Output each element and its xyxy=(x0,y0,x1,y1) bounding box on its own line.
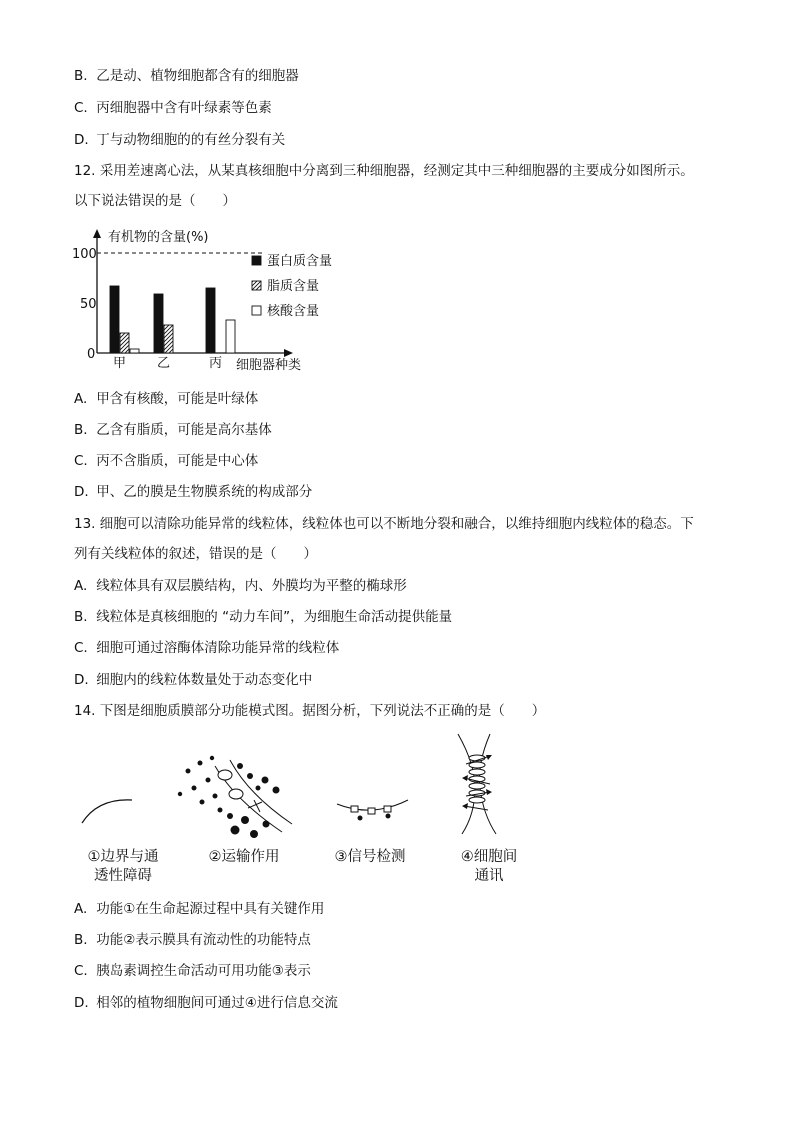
q13-option-d xyxy=(74,671,312,689)
caption-line: ③信号检测 xyxy=(334,849,406,865)
option-text: 相邻的植物细胞间可通过④进行信息交流 xyxy=(96,995,338,1011)
bar xyxy=(164,325,173,353)
q14-option-b xyxy=(74,931,311,949)
figure-caption-4 xyxy=(451,848,527,886)
option-text: 细胞内的线粒体数量处于动态变化中 xyxy=(96,672,313,688)
membrane-function-figure xyxy=(70,728,540,846)
option-letter: A. xyxy=(74,901,88,917)
q12-option-d xyxy=(74,483,312,501)
signal-detection-diagram xyxy=(337,800,408,821)
option-text: 丙细胞器中含有叶绿素等色素 xyxy=(96,100,272,116)
option-letter: C. xyxy=(74,640,88,656)
chart-legend xyxy=(252,254,332,319)
option-letter: B. xyxy=(74,68,88,84)
option-text: 甲、乙的膜是生物膜系统的构成部分 xyxy=(96,484,313,500)
y-axis-label: 有机物的含量(%) xyxy=(108,230,209,245)
q13-option-b xyxy=(74,608,452,626)
option-text: 乙含有脂质，可能是高尔基体 xyxy=(96,422,272,438)
option-letter: B. xyxy=(74,932,88,948)
option-text: 功能②表示膜具有流动性的功能特点 xyxy=(96,932,311,948)
figure-caption-1 xyxy=(78,848,168,886)
q14-option-a xyxy=(74,900,324,918)
y-tick-label: 100 xyxy=(72,247,97,262)
bar xyxy=(226,320,235,353)
q11-option-b xyxy=(74,67,299,85)
q14-stem: 14. 下图是细胞质膜部分功能模式图。据图分析，下列说法不正确的是（ ） xyxy=(74,703,546,719)
option-letter: C. xyxy=(74,453,88,469)
y-axis-arrow xyxy=(93,229,101,238)
caption-line: 透性障碍 xyxy=(94,868,152,884)
caption-line: 通讯 xyxy=(474,868,504,884)
option-letter: B. xyxy=(74,609,88,625)
option-letter: D. xyxy=(74,995,89,1011)
legend-swatch xyxy=(252,256,261,265)
q12-option-a xyxy=(74,390,258,408)
option-letter: D. xyxy=(74,484,89,500)
caption-line: ④细胞间 xyxy=(460,849,518,865)
category-labels xyxy=(113,356,222,371)
option-letter: C. xyxy=(74,100,88,116)
legend-label: 脂质含量 xyxy=(267,279,320,294)
option-text: 功能①在生命起源过程中具有关键作用 xyxy=(96,901,325,917)
legend-label: 核酸含量 xyxy=(267,304,320,319)
bar-group xyxy=(110,286,235,353)
caption-line: ①边界与通 xyxy=(87,849,159,865)
option-text: 丙不含脂质，可能是中心体 xyxy=(96,453,259,469)
bar xyxy=(120,333,129,353)
q11-option-d xyxy=(74,131,285,149)
bar xyxy=(206,288,215,353)
q12-option-c xyxy=(74,452,258,470)
caption-line: ②运输作用 xyxy=(208,849,280,865)
option-letter: A. xyxy=(74,391,88,407)
option-letter: D. xyxy=(74,132,89,148)
legend-swatch xyxy=(252,281,261,290)
q13-stem-line2: 列有关线粒体的叙述，错误的是（ ） xyxy=(74,546,317,562)
bar xyxy=(130,349,139,353)
q11-option-c xyxy=(74,99,272,117)
option-text: 乙是动、植物细胞都含有的细胞器 xyxy=(96,68,299,84)
option-text: 胰岛素调控生命活动可用功能③表示 xyxy=(96,963,311,979)
q13-stem-line1: 13. 细胞可以清除功能异常的线粒体，线粒体也可以不断地分裂和融合，以维持细胞内线粒体的稳态。下 xyxy=(74,516,694,532)
membrane-boundary-arc xyxy=(82,800,132,823)
q12-stem-line2: 以下说法错误的是（ ） xyxy=(74,193,236,209)
option-text: 线粒体具有双层膜结构，内、外膜均为平整的椭球形 xyxy=(96,578,407,594)
bar xyxy=(154,294,163,353)
q13-option-a xyxy=(74,577,407,595)
option-letter: D. xyxy=(74,672,89,688)
intercellular-communication-diagram xyxy=(458,734,496,834)
y-tick-label: 0 xyxy=(87,347,96,362)
legend-label: 蛋白质含量 xyxy=(267,254,333,269)
option-text: 丁与动物细胞的的有丝分裂有关 xyxy=(96,132,286,148)
option-text: 甲含有核酸，可能是叶绿体 xyxy=(96,391,259,407)
option-text: 细胞可通过溶酶体清除功能异常的线粒体 xyxy=(96,640,340,656)
option-letter: A. xyxy=(74,578,88,594)
q14-option-c xyxy=(74,962,311,980)
bar xyxy=(110,286,119,353)
legend-swatch xyxy=(252,306,261,315)
q12-stem-line1: 12. 采用差速离心法，从某真核细胞中分离到三种细胞器，经测定其中三种细胞器的主要成分如图所示。 xyxy=(74,163,694,179)
category-label: 乙 xyxy=(157,356,171,371)
category-label: 丙 xyxy=(209,356,223,371)
q14-option-d xyxy=(74,994,338,1012)
y-tick-label: 50 xyxy=(80,297,97,312)
x-axis-label: 细胞器种类 xyxy=(236,358,302,373)
figure-caption-3 xyxy=(324,848,416,867)
transport-diagram xyxy=(178,756,292,838)
q12-option-b xyxy=(74,421,272,439)
option-letter: C. xyxy=(74,963,88,979)
q13-option-c xyxy=(74,639,339,657)
option-letter: B. xyxy=(74,422,88,438)
q12-bar-chart xyxy=(60,222,380,382)
x-axis-arrow xyxy=(284,349,293,357)
category-label: 甲 xyxy=(113,356,127,371)
figure-caption-2 xyxy=(198,848,290,867)
option-text: 线粒体是真核细胞的 “动力车间”，为细胞生命活动提供能量 xyxy=(96,609,453,625)
